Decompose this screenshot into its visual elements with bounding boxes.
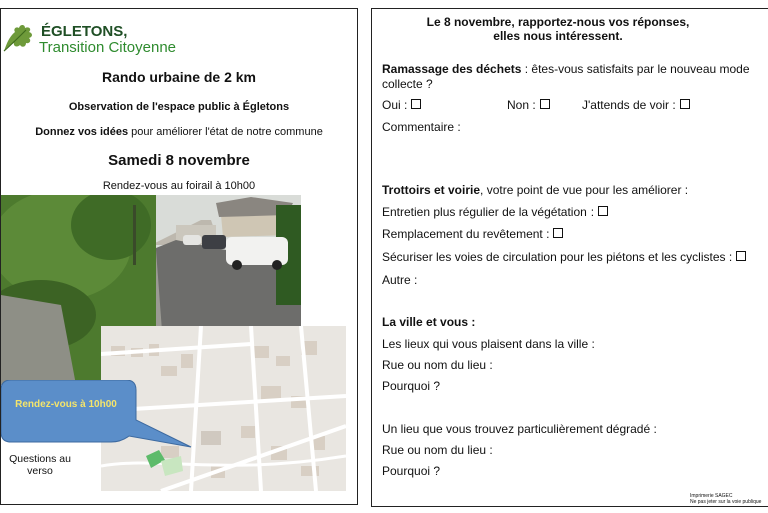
dechets-question: : êtes-vous satisfaits par le nouveau mode xyxy=(521,62,750,76)
rue-label-2: Rue ou nom du lieu : xyxy=(382,443,493,457)
attends-checkbox[interactable] xyxy=(680,99,690,109)
securiser-option xyxy=(382,250,746,264)
flyer-front xyxy=(0,8,358,505)
dechets-question-cont: collecte ? xyxy=(382,77,433,91)
attends-option xyxy=(582,98,690,112)
non-option xyxy=(507,98,550,112)
lieux-plaisent: Les lieux qui vous plaisent dans la ville : xyxy=(382,337,595,351)
revetement-option xyxy=(382,227,563,241)
ideas-rest: pour améliorer l'état de notre commune xyxy=(128,126,323,138)
non-checkbox[interactable] xyxy=(540,99,550,109)
event-date: Samedi 8 novembre xyxy=(108,152,250,169)
lieu-degrade: Un lieu que vous trouvez particulièrement dégradé : xyxy=(382,422,657,436)
questions-note: Questions au verso xyxy=(9,453,71,477)
meeting-point: Rendez-vous au foirail à 10h00 xyxy=(102,180,256,192)
revetement-label: Remplacement du revêtement : xyxy=(382,227,550,241)
header-line-2: elles nous intéressent. xyxy=(493,29,623,43)
rue-label-1: Rue ou nom du lieu : xyxy=(382,358,493,372)
vegetation-label: Entretien plus régulier de la végétation xyxy=(382,205,587,219)
oui-checkbox[interactable] xyxy=(411,99,421,109)
logo-subtitle: Transition Citoyenne xyxy=(39,39,177,56)
flyer-title: Rando urbaine de 2 km xyxy=(101,69,257,85)
ideas-bold: Donnez vos idées xyxy=(35,126,129,138)
logo-title: ÉGLETONS, xyxy=(41,23,128,40)
securiser-checkbox[interactable] xyxy=(736,251,746,261)
oak-leaf-logo-icon xyxy=(1,21,37,57)
commentaire-label: Commentaire : xyxy=(382,120,461,134)
flyer-back xyxy=(371,8,768,507)
vegetation-option: Entretien plus régulier de la végétation : xyxy=(382,205,608,219)
callout-bubble xyxy=(1,380,201,460)
pourquoi-label-2: Pourquoi ? xyxy=(382,464,441,478)
section-trottoirs xyxy=(382,183,688,197)
vegetation-checkbox[interactable] xyxy=(598,206,608,216)
non-label: Non : xyxy=(507,98,536,112)
oui-label: Oui : xyxy=(382,98,408,112)
trottoirs-question: , votre point de vue pour les améliorer : xyxy=(480,183,689,197)
callout-text: Rendez-vous à 10h00 xyxy=(15,399,117,410)
attends-label: J'attends de voir : xyxy=(582,98,676,112)
ville-title: La ville et vous : xyxy=(382,315,476,329)
pourquoi-label-1: Pourquoi ? xyxy=(382,379,441,393)
section-dechets xyxy=(382,62,750,76)
oui-option xyxy=(382,98,421,112)
revetement-checkbox[interactable] xyxy=(553,228,563,238)
header-line-1: Le 8 novembre, rapportez-nous vos réponses, xyxy=(426,15,690,29)
securiser-label: Sécuriser les voies de circulation pour les piétons et les cyclistes : xyxy=(382,250,733,264)
ideas-line xyxy=(1,126,357,138)
imprint-line-2: Ne pas jeter sur la voie publique xyxy=(690,499,762,505)
flyer-subtitle: Observation de l'espace public à Égletons xyxy=(68,101,290,113)
dechets-title: Ramassage des déchets xyxy=(382,62,522,76)
autre-label: Autre : xyxy=(382,273,418,287)
imprint-line-1: Imprimerie SAGEC xyxy=(690,493,733,499)
trottoirs-title: Trottoirs et voirie xyxy=(382,183,481,197)
